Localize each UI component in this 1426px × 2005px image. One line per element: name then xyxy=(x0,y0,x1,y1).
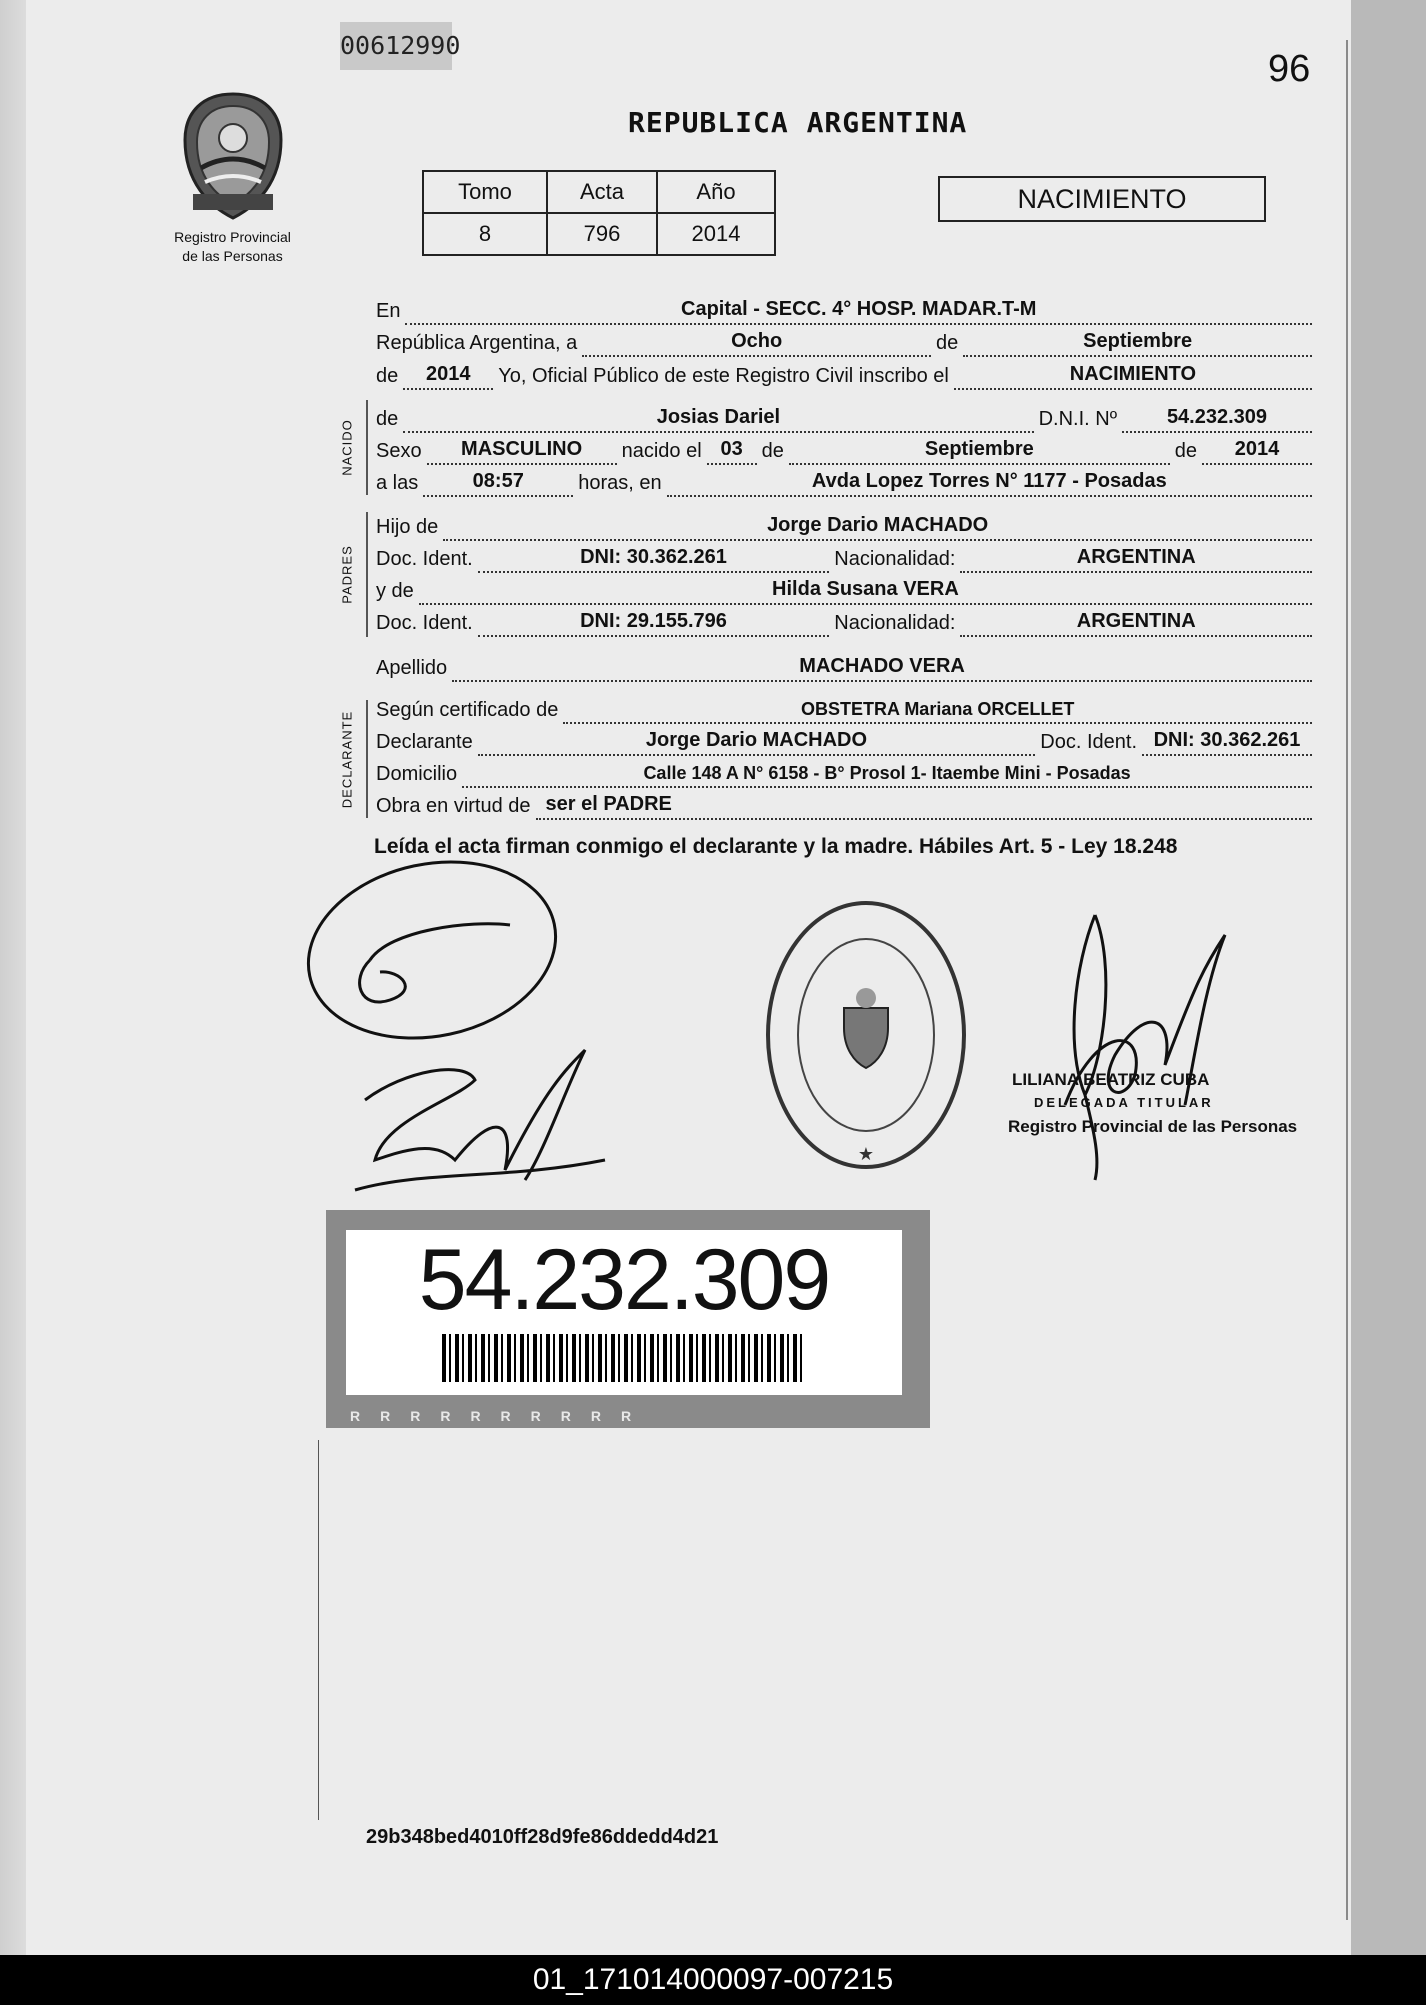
row-birth xyxy=(376,435,1317,465)
row-time xyxy=(376,467,1317,497)
field-name: Josias Dariel xyxy=(403,406,1033,433)
row-father-doc xyxy=(376,543,1317,573)
field-dni: 54.232.309 xyxy=(1122,406,1312,433)
label-doc2: Doc. Ident. xyxy=(376,612,473,634)
document-hash: 29b348bed4010ff28d9fe86ddedd4d21 xyxy=(366,1826,719,1848)
row-role xyxy=(376,790,1317,820)
registry-logo xyxy=(150,90,315,265)
id-barcode-sticker xyxy=(326,1210,930,1428)
row-certificate xyxy=(376,694,1317,724)
label-segun: Según certificado de xyxy=(376,699,559,721)
header-tomo: Tomo xyxy=(423,171,547,213)
registry-line1: Registro Provincial xyxy=(174,229,291,245)
label-nacionalidad2: Nacionalidad: xyxy=(834,612,956,634)
field-sex: MASCULINO xyxy=(427,438,617,465)
signature-right-official xyxy=(1055,905,1255,1185)
field-time: 08:57 xyxy=(423,470,573,497)
label-domicilio: Domicilio xyxy=(376,763,458,785)
label-obra: Obra en virtud de xyxy=(376,795,531,817)
field-birth-month: Septiembre xyxy=(789,438,1170,465)
row-name xyxy=(376,403,1317,433)
record-table xyxy=(422,170,776,256)
value-tomo: 8 xyxy=(423,213,547,255)
label-de2: de xyxy=(376,365,399,387)
footer-id-bar: 01_171014000097-007215 xyxy=(0,1955,1426,2005)
declarante-divider xyxy=(366,700,368,818)
sticker-pattern: RRRRRRRRRR xyxy=(350,1408,652,1424)
field-certificate: OBSTETRA Mariana ORCELLET xyxy=(563,699,1312,724)
label-de4: de xyxy=(761,440,784,462)
label-republica: República Argentina, a xyxy=(376,332,578,354)
row-surname xyxy=(376,652,1317,682)
side-label-declarante: DECLARANTE xyxy=(339,710,355,809)
row-declarant xyxy=(376,726,1317,756)
barcode-number: 54.232.309 xyxy=(418,1232,830,1328)
field-month: Septiembre xyxy=(963,330,1312,357)
label-de: de xyxy=(936,332,959,354)
row-place xyxy=(376,295,1317,325)
official-title: DELEGADA TITULAR xyxy=(1034,1095,1214,1110)
label-hijo: Hijo de xyxy=(376,516,439,538)
barcode-label xyxy=(346,1230,902,1395)
label-de5: de xyxy=(1174,440,1197,462)
field-father-nationality: ARGENTINA xyxy=(960,546,1312,573)
row-year xyxy=(376,360,1317,390)
field-place: Capital - SECC. 4° HOSP. MADAR.T-M xyxy=(405,298,1312,325)
page-number: 96 xyxy=(1268,48,1311,90)
signature-left-scribble xyxy=(300,850,580,1050)
label-doc: Doc. Ident. xyxy=(376,548,473,570)
province-shield-icon xyxy=(173,90,293,222)
legal-notice: Leída el acta firman conmigo el declarante y la madre. Hábiles Art. 5 - Ley 18.248 xyxy=(374,835,1178,858)
signature-left-declarant xyxy=(345,1030,645,1210)
row-date xyxy=(376,327,1317,357)
registry-seal-icon xyxy=(764,898,969,1173)
official-seal xyxy=(764,898,969,1173)
field-birth-year: 2014 xyxy=(1202,438,1312,465)
header-acta: Acta xyxy=(547,171,657,213)
label-doc3: Doc. Ident. xyxy=(1040,731,1137,753)
side-label-padres: PADRES xyxy=(339,545,355,604)
field-birth-place: Avda Lopez Torres N° 1177 - Posadas xyxy=(667,470,1312,497)
label-en: En xyxy=(376,300,401,322)
official-name: LILIANA BEATRIZ CUBA xyxy=(1012,1070,1210,1089)
field-day: Ocho xyxy=(582,330,931,357)
label-declarante: Declarante xyxy=(376,731,473,753)
field-father: Jorge Dario MACHADO xyxy=(443,514,1312,541)
row-mother xyxy=(376,575,1317,605)
document-heading: REPUBLICA ARGENTINA xyxy=(628,106,968,139)
padres-divider xyxy=(366,512,368,637)
row-father xyxy=(376,511,1317,541)
field-birth-day: 03 xyxy=(707,438,757,465)
left-rule xyxy=(318,1440,319,1820)
field-mother: Hilda Susana VERA xyxy=(419,578,1312,605)
label-alas: a las xyxy=(376,472,419,494)
label-de3: de xyxy=(376,408,399,430)
label-nacido: nacido el xyxy=(621,440,702,462)
page-edge xyxy=(1346,40,1348,1920)
row-mother-doc xyxy=(376,607,1317,637)
scan-margin xyxy=(0,0,26,1955)
label-dni: D.N.I. Nº xyxy=(1038,408,1117,430)
svg-text:★: ★ xyxy=(857,1144,875,1164)
label-horas: horas, en xyxy=(578,472,662,494)
serial-number: 00612990 xyxy=(340,22,452,70)
field-declarant: Jorge Dario MACHADO xyxy=(478,729,1036,756)
field-declarant-doc: DNI: 30.362.261 xyxy=(1142,729,1312,756)
value-acta: 796 xyxy=(547,213,657,255)
label-inscribo: Yo, Oficial Público de este Registro Civil inscribo el xyxy=(498,365,949,387)
side-label-nacido: NACIDO xyxy=(339,419,355,476)
barcode-icon xyxy=(442,1334,806,1382)
value-ano: 2014 xyxy=(657,213,775,255)
label-apellido: Apellido xyxy=(376,657,448,679)
official-organization: Registro Provincial de las Personas xyxy=(1008,1117,1298,1136)
label-sexo: Sexo xyxy=(376,440,422,462)
header-ano: Año xyxy=(657,171,775,213)
field-address: Calle 148 A N° 6158 - B° Prosol 1- Itaembe Mini - Posadas xyxy=(462,763,1312,788)
field-father-doc: DNI: 30.362.261 xyxy=(478,546,830,573)
registry-line2: de las Personas xyxy=(182,248,283,264)
record-type-box: NACIMIENTO xyxy=(938,176,1266,222)
field-type: NACIMIENTO xyxy=(954,363,1312,390)
nacido-divider xyxy=(366,400,368,495)
row-address xyxy=(376,758,1317,788)
field-mother-nationality: ARGENTINA xyxy=(960,610,1312,637)
field-surname: MACHADO VERA xyxy=(452,655,1312,682)
field-role: ser el PADRE xyxy=(536,793,1312,820)
label-yde: y de xyxy=(376,580,414,602)
field-year: 2014 xyxy=(403,363,493,390)
label-nacionalidad: Nacionalidad: xyxy=(834,548,956,570)
field-mother-doc: DNI: 29.155.796 xyxy=(478,610,830,637)
